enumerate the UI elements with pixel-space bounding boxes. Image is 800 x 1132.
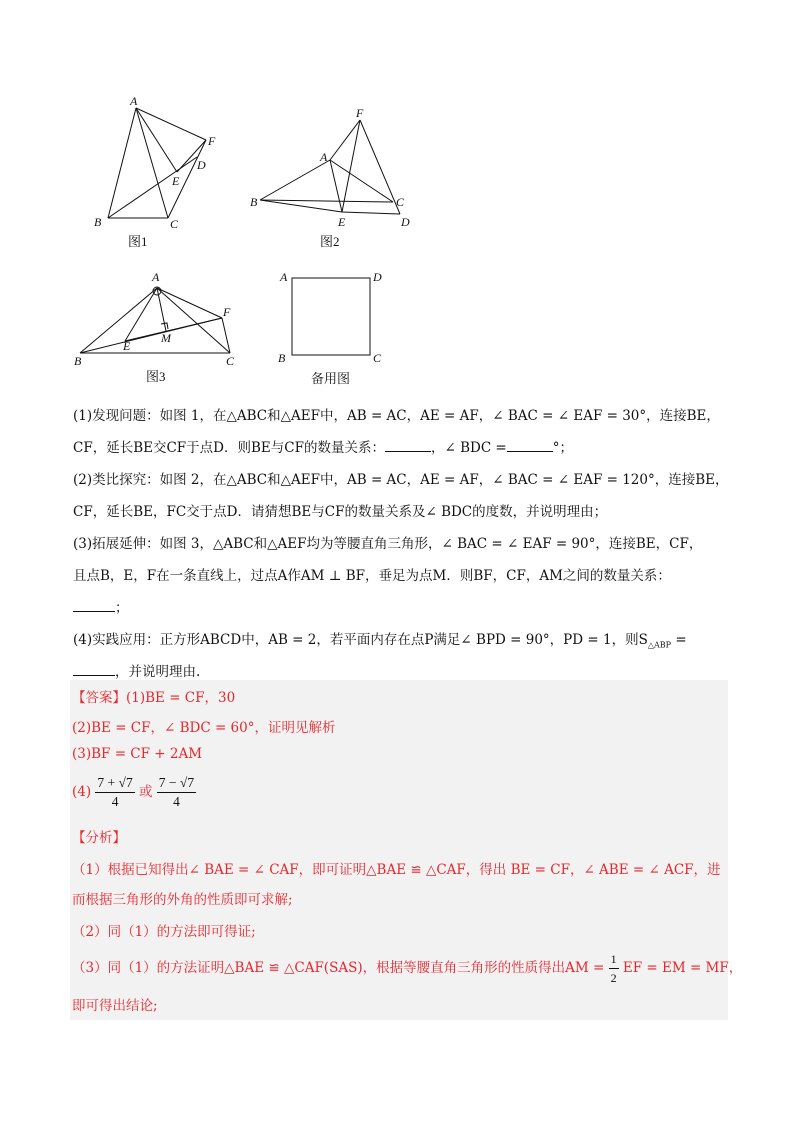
analysis-1-line1: （1）根据已知得出∠ BAE = ∠ CAF，即可证明△BAE ≌ △CAF，得出 BE = CF，∠ ABE = ∠ ACF，进 [72,862,721,878]
figure-1-caption: 图1 [128,234,148,249]
label-A: A [280,270,288,284]
figure-2-caption: 图2 [320,234,340,249]
figure-4 [275,268,405,388]
analysis-3-fraction [609,950,619,987]
q4-line1-post: = [671,632,687,648]
figure-2-diagram [240,100,420,250]
answer-4-or: 或 [139,784,153,800]
q1-line2-post: °； [552,440,573,456]
answer-line-4 [72,774,196,811]
analysis-label: 【分析】 [72,830,126,846]
answer-blank [507,437,553,452]
q3-line3 [73,592,733,624]
q4-subscript: △ABP [647,640,672,650]
figure-3 [70,268,250,388]
label-C: C [373,351,382,365]
label-D: D [401,215,410,229]
label-C: C [226,354,235,368]
label-E: E [338,215,346,229]
answer-4-prefix: (4) [72,784,92,800]
label-A: A [320,150,328,164]
label-C: C [170,217,179,231]
answer-line-2 [72,716,336,736]
figure-3-caption: 图3 [146,369,166,384]
figure-4-caption: 备用图 [311,371,351,386]
q1-line1: (1)发现问题：如图 1，在△ABC和△AEF中，AB = AC，AE = AF，∠ BAC = ∠ EAF = 30°，连接BE， [73,408,720,424]
answer-line-1 [72,686,235,706]
label-B: B [94,215,102,229]
answer-4-fraction-2 [157,774,196,811]
analysis-3-post: EF = EM = MF， [622,960,743,976]
answer-blank [73,661,115,676]
answer-1: (1)BE = CF，30 [126,690,236,706]
q2-line2: CF，延长BE，FC交于点D．请猜想BE与CF的数量关系及∠ BDC的度数，并说明理由； [73,504,608,520]
answer-panel [70,680,743,1020]
label-E: E [172,174,180,188]
label-E: E [123,339,131,353]
figure-1-diagram [80,90,240,250]
q1-line2-mid: ，∠ BDC = [430,440,507,456]
answer-label: 【答案】 [72,690,126,706]
q3-line2: 且点B，E，F在一条直线上，过点A作AM ⊥ BF，垂足为点M．则BF，CF，AM之间的数量关系： [73,568,671,584]
fraction-numerator: 1 [609,950,619,969]
q3-line1: (3)拓展延伸：如图 3，△ABC和△AEF均为等腰直角三角形，∠ BAC = ∠ EAF = 90°，连接BE，CF， [73,536,703,552]
label-B: B [250,195,258,209]
label-B: B [278,351,286,365]
answer-blank [385,437,431,452]
label-A: A [152,270,160,284]
answer-2-note: 证明见解析 [268,720,336,736]
analysis-2: （2）同（1）的方法即可得证; [72,924,256,940]
figure-3-diagram [70,268,250,388]
label-F: F [356,106,364,120]
fraction-denominator: 4 [173,794,180,809]
label-F: F [223,305,231,319]
label-C: C [396,195,405,209]
answer-2: (2)BE = CF，∠ BDC = 60°， [72,720,268,736]
label-B: B [74,354,82,368]
fraction-denominator: 4 [111,794,119,809]
q1-line2 [73,432,733,464]
analysis-1-line2: 而根据三角形的外角的性质即可求解; [72,892,293,908]
answer-4-fraction-1 [95,774,134,811]
q2-line1: (2)类比探究：如图 2，在△ABC和△AEF中，AB = AC，AE = AF，∠ BAC = ∠ EAF = 120°，连接BE， [73,472,729,488]
analysis-3-line2: 即可得出结论; [72,998,158,1014]
fraction-numerator: 7 + √7 [95,774,134,793]
figure-4-diagram [275,268,405,388]
answer-3: (3)BF = CF + 2AM [72,746,203,762]
label-D: D [197,158,206,172]
label-D: D [373,270,382,284]
analysis-3-text: （3）同（1）的方法证明△BAE ≌ △CAF(SAS)，根据等腰直角三角形的性质得出AM = [72,960,605,976]
answer-blank [73,597,115,612]
label-M: M [161,331,171,345]
q4-line1-text: (4)实践应用：正方形ABCD中，AB = 2，若平面内存在点P满足∠ BPD = 90°，PD = 1，则S [73,632,648,648]
q4-line2-post: ，并说明理由. [115,664,201,680]
label-F: F [208,134,216,148]
analysis-3-line1 [72,950,742,987]
fraction-numerator: 7 − √7 [157,774,196,793]
figure-1 [80,90,240,250]
q1-line2-text: CF，延长BE交CF于点D．则BE与CF的数量关系： [73,440,385,456]
label-A: A [130,94,138,108]
fraction-denominator: 2 [610,971,617,985]
q3-line3-post: ； [115,600,129,616]
question-text [73,400,733,688]
figure-2 [240,100,420,250]
q4-line1 [73,624,733,656]
